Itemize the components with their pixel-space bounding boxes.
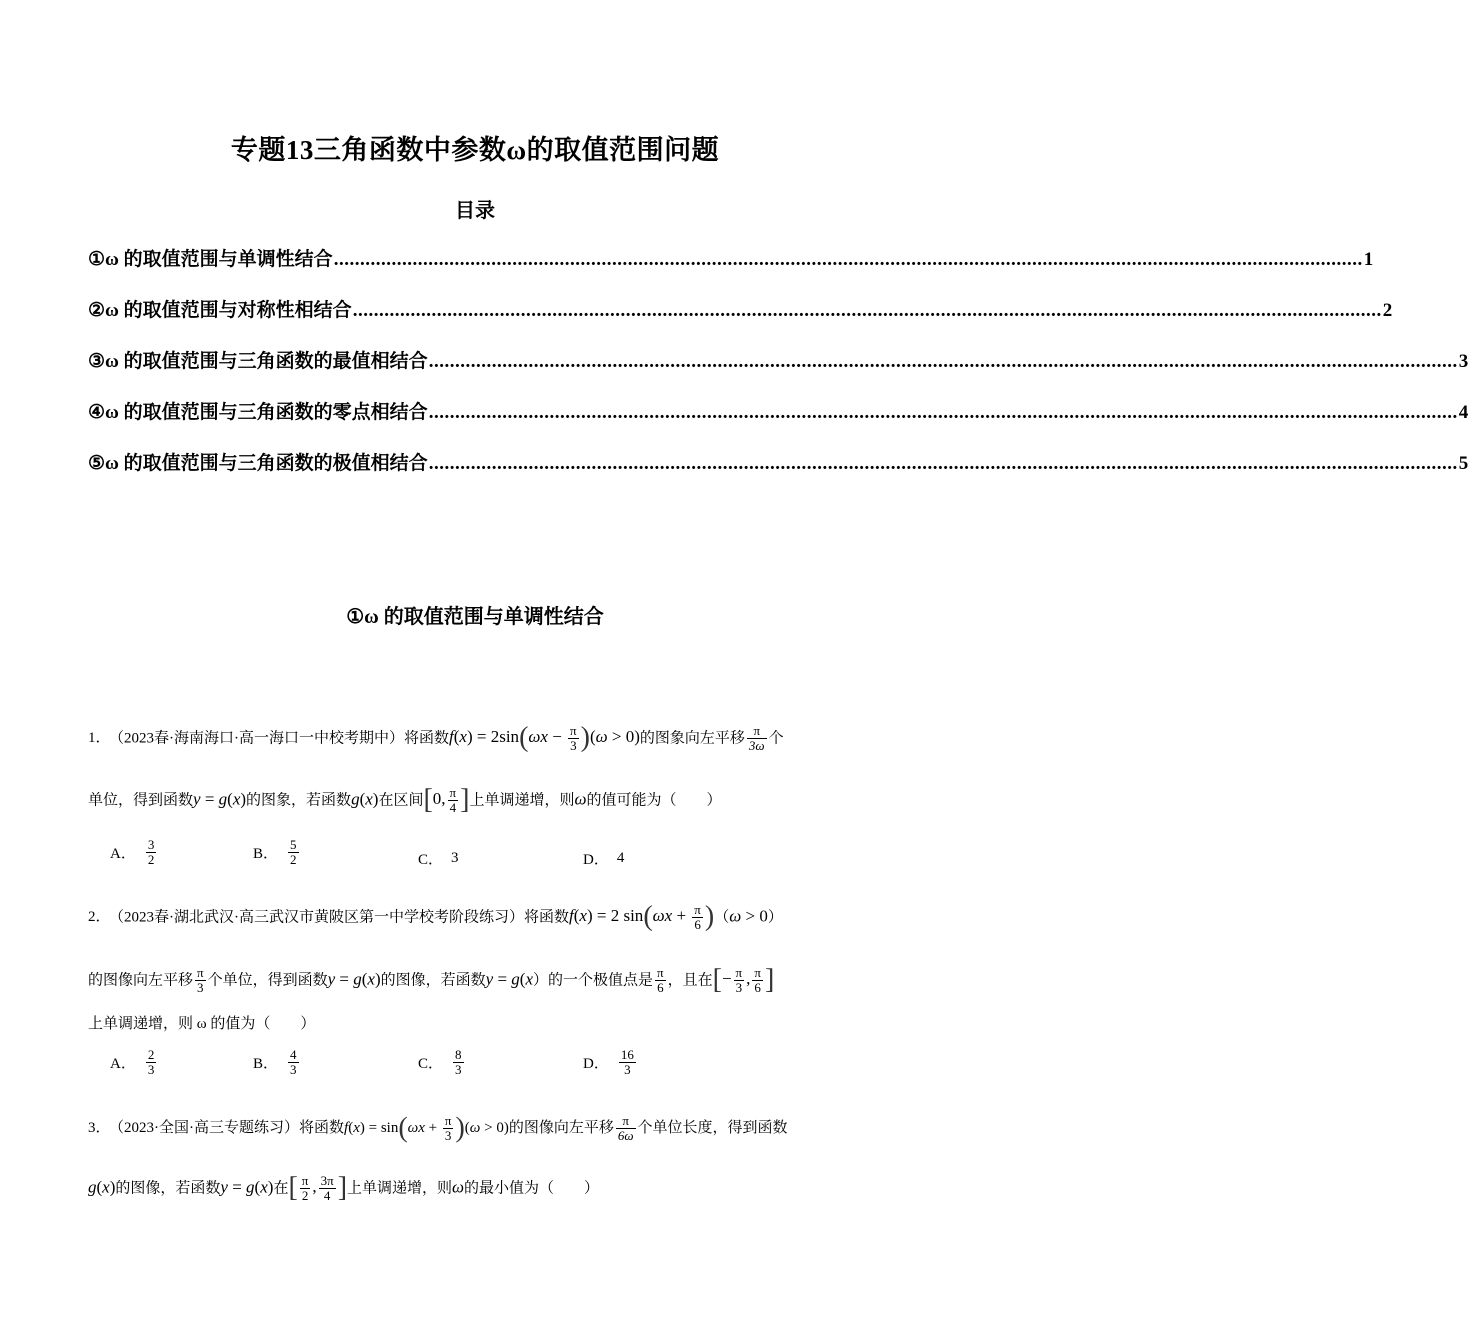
toc-item-page: 2 bbox=[1382, 300, 1393, 321]
toc-item-3[interactable] bbox=[88, 346, 1468, 397]
question-2-line-2 bbox=[88, 966, 863, 995]
table-of-contents bbox=[88, 244, 1468, 499]
question-number: 2． bbox=[88, 909, 111, 926]
omega-condition: ω > 0 bbox=[729, 906, 768, 926]
question-text: 的最小值为（ ） bbox=[464, 1180, 600, 1197]
toc-item-label: ⑤ω 的取值范围与三角函数的极值相结合 bbox=[88, 453, 428, 474]
question-text: ） bbox=[767, 909, 783, 926]
toc-item-page: 3 bbox=[1458, 351, 1468, 372]
question-text: 在 bbox=[273, 1180, 289, 1197]
option-fraction: $\frac{8}{3}$ bbox=[455, 1047, 462, 1077]
option-fraction: $\frac{5}{2}$ bbox=[290, 837, 297, 867]
question-3-line-1 bbox=[88, 1114, 863, 1143]
toc-item-1[interactable] bbox=[88, 244, 1374, 295]
option-c[interactable] bbox=[418, 1048, 583, 1077]
question-text: 单位，得到函数 bbox=[88, 792, 194, 809]
toc-item-4[interactable] bbox=[88, 397, 1468, 448]
option-label: A． bbox=[110, 846, 136, 862]
interval: [0, $\frac{\pi}{4}$ ] bbox=[423, 784, 470, 816]
question-source: （2023春·海南海口·高一海口一中校考期中）将函数 bbox=[116, 730, 450, 747]
option-b[interactable] bbox=[253, 1048, 418, 1077]
option-label: B． bbox=[253, 1056, 279, 1072]
question-text: （ bbox=[714, 909, 730, 926]
extreme-point: $\frac{\pi}{6}$ bbox=[657, 965, 664, 996]
toc-item-label: ②ω 的取值范围与对称性相结合 bbox=[88, 300, 352, 321]
option-d[interactable] bbox=[583, 836, 703, 869]
toc-leader-dots: .................................................................................................................................................................................................... bbox=[428, 402, 1458, 423]
question-text: 个 bbox=[768, 730, 784, 747]
omega-symbol: ω bbox=[452, 1177, 465, 1197]
question-text: 的值可能为（ ） bbox=[586, 792, 722, 809]
question-text: 的图象，若函数 bbox=[246, 792, 352, 809]
question-text: 个单位，得到函数 bbox=[207, 972, 328, 989]
question-text: 的图像向左平移 bbox=[508, 1119, 614, 1136]
question-2-line-1 bbox=[88, 903, 863, 932]
option-a[interactable] bbox=[110, 836, 253, 869]
question-2-options bbox=[110, 1048, 810, 1077]
formula-g: y = g(x) bbox=[193, 789, 247, 809]
omega-symbol: ω bbox=[574, 789, 587, 809]
toc-item-page: 1 bbox=[1363, 249, 1374, 270]
option-b[interactable] bbox=[253, 836, 418, 869]
shift-fraction: $\frac{\pi}{6\omega}$ bbox=[617, 1113, 634, 1143]
question-text: 在区间 bbox=[378, 792, 424, 809]
toc-leader-dots: .................................................................................................................................................................................................... bbox=[428, 351, 1458, 372]
question-1-line-2 bbox=[88, 786, 863, 815]
section-heading: ①ω 的取值范围与单调性结合 bbox=[346, 606, 604, 628]
toc-item-label: ③ω 的取值范围与三角函数的最值相结合 bbox=[88, 351, 428, 372]
toc-item-2[interactable] bbox=[88, 295, 1393, 346]
toc-leader-dots: .................................................................................................................................................................................................... bbox=[352, 300, 1382, 321]
option-label: B． bbox=[253, 846, 279, 862]
toc-item-label: ①ω 的取值范围与单调性结合 bbox=[88, 249, 333, 270]
formula-gx: g(x) bbox=[351, 789, 379, 809]
question-text: 上单调递增，则 ω 的值为（ ） bbox=[88, 1016, 316, 1032]
option-value: 3 bbox=[451, 850, 459, 866]
question-1-options bbox=[110, 836, 810, 869]
question-text: 个单位长度，得到函数 bbox=[637, 1119, 788, 1136]
formula-g: y = g(x) bbox=[220, 1177, 274, 1197]
option-fraction: $\frac{16}{3}$ bbox=[620, 1047, 634, 1077]
question-text: ，且在 bbox=[667, 972, 713, 989]
toc-item-page: 4 bbox=[1458, 402, 1468, 423]
formula-f: f(x) = 2sin(ωx − $\frac{\pi}{3}$ )(ω > 0) bbox=[449, 722, 640, 754]
question-text: 上单调递增，则 bbox=[347, 1180, 453, 1197]
formula-f: f(x) = sin(ωx + $\frac{\pi}{3}$ )(ω > 0) bbox=[344, 1112, 509, 1144]
formula-f: f(x) = 2 sin(ωx + $\frac{\pi}{6}$ ) bbox=[569, 901, 715, 933]
question-text: 的图象向左平移 bbox=[639, 730, 745, 747]
question-3-line-2 bbox=[88, 1174, 863, 1203]
toc-item-label: ④ω 的取值范围与三角函数的零点相结合 bbox=[88, 402, 428, 423]
toc-leader-dots: .................................................................................................................................................................................................... bbox=[428, 453, 1458, 474]
interval: [− $\frac{\pi}{3}$ , $\frac{\pi}{6}$ ] bbox=[712, 964, 775, 996]
option-fraction: $\frac{4}{3}$ bbox=[290, 1047, 297, 1077]
question-source: （2023春·湖北武汉·高三武汉市黄陂区第一中学校考阶段练习）将函数 bbox=[116, 909, 570, 926]
formula-g-partial: y = g(x bbox=[485, 969, 534, 989]
shift-fraction: $\frac{\pi}{3\omega}$ bbox=[748, 723, 765, 754]
formula-g: y = g(x) bbox=[327, 969, 381, 989]
option-label: D． bbox=[583, 852, 609, 868]
toc-item-page: 5 bbox=[1458, 453, 1468, 474]
question-1-line-1 bbox=[88, 724, 863, 753]
option-label: D． bbox=[583, 1056, 609, 1072]
interval: [ $\frac{\pi}{2}$ , $\frac{3\pi}{4}$ ] bbox=[288, 1172, 348, 1204]
page-title: 专题13三角函数中参数ω的取值范围问题 bbox=[230, 135, 720, 165]
question-2-line-3 bbox=[88, 1014, 863, 1034]
option-fraction: $\frac{2}{3}$ bbox=[147, 1047, 155, 1077]
option-c[interactable] bbox=[418, 836, 583, 869]
toc-leader-dots: .................................................................................................................................................................................................... bbox=[333, 249, 1363, 270]
question-number: 3． bbox=[88, 1119, 111, 1136]
formula-gx: g(x) bbox=[88, 1177, 116, 1197]
option-fraction: $\frac{3}{2}$ bbox=[147, 837, 155, 867]
option-value: 4 bbox=[616, 850, 625, 866]
question-number: 1． bbox=[88, 730, 111, 747]
option-label: C． bbox=[418, 1056, 444, 1072]
option-a[interactable] bbox=[110, 1048, 253, 1077]
option-label: A． bbox=[110, 1056, 136, 1072]
question-source: （2023·全国·高三专题练习）将函数 bbox=[116, 1119, 345, 1136]
question-text: 的图像向左平移 bbox=[88, 972, 194, 989]
option-label: C． bbox=[418, 852, 444, 868]
shift-fraction: $\frac{\pi}{3}$ bbox=[197, 965, 204, 996]
toc-heading: 目录 bbox=[455, 200, 495, 222]
question-text: ）的一个极值点是 bbox=[533, 972, 654, 989]
question-text: 的图像，若函数 bbox=[380, 972, 486, 989]
option-d[interactable] bbox=[583, 1048, 703, 1077]
question-text: 的图像，若函数 bbox=[115, 1180, 221, 1197]
question-text: 上单调递增，则 bbox=[469, 792, 575, 809]
toc-item-5[interactable] bbox=[88, 448, 1468, 499]
